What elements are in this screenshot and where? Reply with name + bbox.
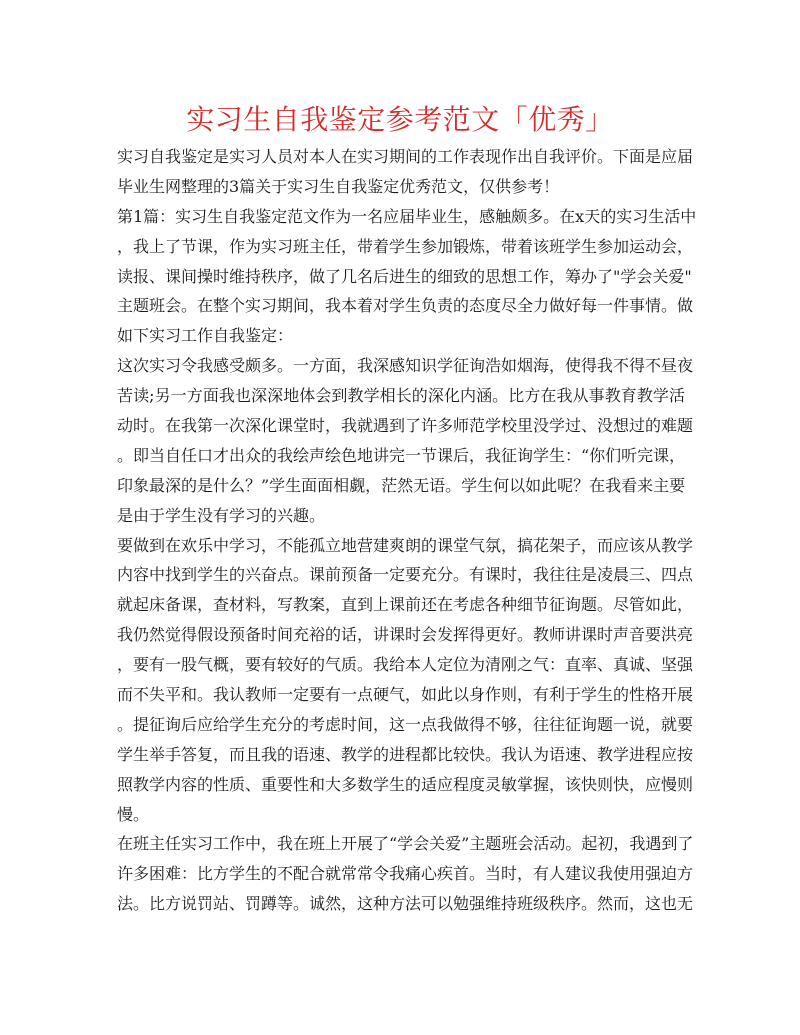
text-line: 是由于学生没有学习的兴趣。 — [117, 505, 326, 525]
text-line: 在班主任实习工作中，我在班上开展了“学会关爱”主题班会活动。起初，我遇到了 — [117, 834, 694, 854]
text-line: 内容中找到学生的兴奋点。课前预备一定要充分。有课时，我往往是凌晨三、四点 — [117, 565, 694, 585]
text-line: 。即当自任口才出众的我绘声绘色地讲完一节课后，我征询学生：“你们听完课， — [117, 445, 686, 465]
document-body — [117, 142, 697, 919]
text-line: 就起床备课，查材料，写教案，直到上课前还在考虑各种细节征询题。尽管如此， — [117, 595, 694, 615]
text-line: ，要有一股气概，要有较好的气质。我给本人定位为清刚之气：直率、真诚、坚强 — [117, 655, 694, 675]
text-line: 许多困难：比方学生的不配合就常常令我痛心疾首。当时，有人建议我使用强迫方 — [117, 864, 694, 884]
text-line: 法。比方说罚站、罚蹲等。诚然，这种方法可以勉强维持班级秩序。然而，这也无 — [117, 894, 694, 914]
text-line: ，我上了节课，作为实习班主任，带着学生参加锻炼，带着该班学生参加运动会， — [117, 236, 694, 256]
text-line: 我仍然觉得假设预备时间充裕的话，讲课时会发挥得更好。教师讲课时声音要洪亮 — [117, 625, 694, 645]
text-line: 毕业生网整理的3篇关于实习生自我鉴定优秀范文，仅供参考！ — [117, 176, 560, 196]
text-line: 照教学内容的性质、重要性和大多数学生的适应程度灵敏掌握，该快则快，应慢则 — [117, 774, 694, 794]
text-line: 慢。 — [117, 804, 150, 824]
text-line: 苦读;另一方面我也深深地体会到教学相长的深化内涵。比方在我从事教育教学活 — [117, 386, 685, 406]
text-line: 主题班会。在整个实习期间，我本着对学生负责的态度尽全力做好每一件事情。做 — [117, 296, 694, 316]
text-line: 第1篇：实习生自我鉴定范文作为一名应届毕业生，感触颇多。在x天的实习生活中 — [117, 206, 697, 226]
text-line: 如下实习工作自我鉴定： — [117, 326, 294, 346]
text-line: 这次实习令我感受颇多。一方面，我深感知识学征询浩如烟海，使得我不得不昼夜 — [117, 356, 694, 376]
text-line: 而不失平和。我认教师一定要有一点硬气，如此以身作则，有利于学生的性格开展 — [117, 685, 694, 705]
text-line: 学生举手答复，而且我的语速、教学的进程都比较快。我认为语速、教学进程应按 — [117, 744, 694, 764]
text-line: 读报、课间操时维持秩序，做了几名后进生的细致的思想工作，筹办了"学会关爱" — [117, 266, 692, 286]
document-title: 实习生自我鉴定参考范文「优秀」 — [186, 103, 614, 136]
text-line: 动时。在我第一次深化课堂时，我就遇到了许多师范学校里没学过、没想过的难题 — [117, 416, 694, 436]
text-line: 实习自我鉴定是实习人员对本人在实习期间的工作表现作出自我评价。下面是应届 — [117, 147, 694, 166]
text-line: 印象最深的是什么？”学生面面相觑，茫然无语。学生何以如此呢？在我看来主要 — [117, 475, 686, 495]
text-line: 。提征询后应给学生充分的考虑时间，这一点我做得不够，往往征询题一说，就要 — [117, 714, 694, 734]
text-line: 要做到在欢乐中学习，不能孤立地营建爽朗的课堂气氛，搞花架子，而应该从教学 — [117, 535, 694, 555]
